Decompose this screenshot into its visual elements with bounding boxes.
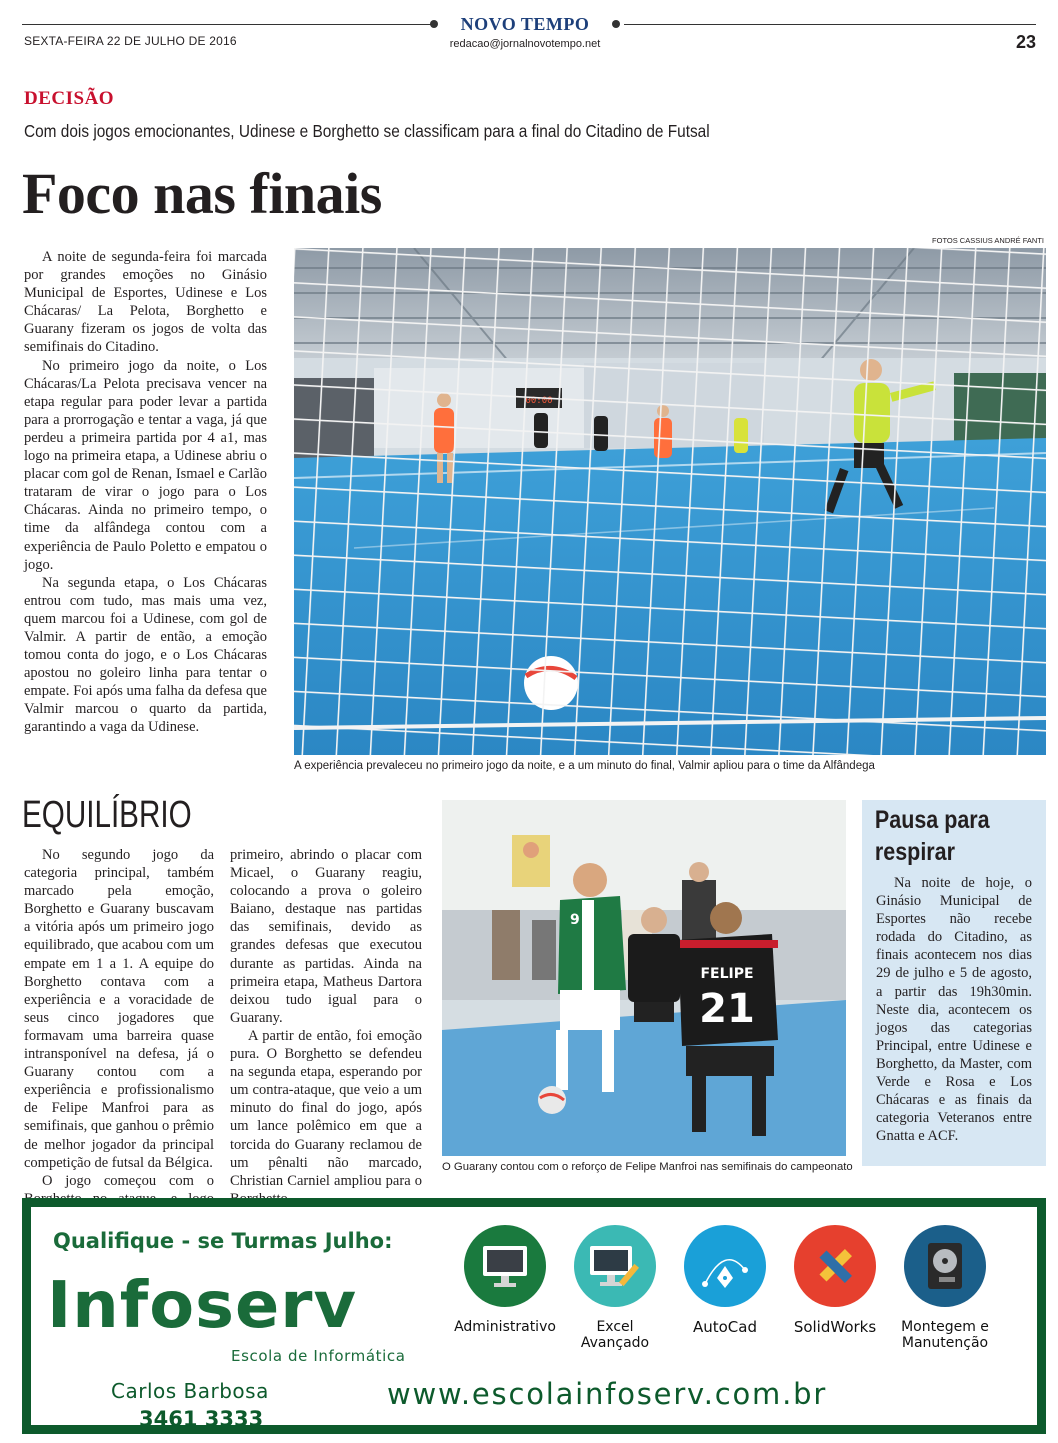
- sidebar-paragraph: Na noite de hoje, o Ginásio Municipal de Esportes não recebe rodada do Citadino, as finais acontecem nos dias 29 de julho e 5 de agosto, a partir das 19h30min. Neste dia, acontecem os jogos das categorias Principal, entre Udinese e Borghetto, da Master, com Verde e Rosa e Los Chácaras e as finais da categoria Veteranos entre Gnatta e ACF.: [876, 875, 1032, 1145]
- article-paragraph: A partir de então, foi emoção pura. O Borghetto se defendeu na segunda etapa, esperando por um contra-ataque, que veio a um minuto do final do jogo, após um lance polêmico em que a torcida do Guarany reclamou de um pênalti não marcado, Christian Carniel ampliou para o: [230, 1027, 422, 1189]
- ad-tagline: Qualifique - se Turmas Julho:: [53, 1229, 393, 1253]
- article-body: [24, 248, 267, 737]
- jersey-number: 21: [699, 986, 755, 1032]
- photo1-caption: A experiência prevaleceu no primeiro jogo da noite, e a um minuto do final, Valmir apliou para o time da Alfândega: [294, 760, 875, 772]
- article-paragraph: O jogo começou com o: [42, 1172, 214, 1189]
- header-dot-right: [612, 20, 620, 28]
- monitor-pencil-icon: [574, 1225, 656, 1307]
- article-paragraph: No segundo jogo da categoria principal, também marcado pela emoção, Borghetto e Guarany buscavam a vitória após um primeiro jogo equilibrado, que acabou com um empate em 1 a 1. A equipe do Borghetto contava com a experiência e a voracidade de seus cinco jogadores que formavam uma barreira quase intransponível na defesa, já o Guarany contou com a experiência e profissionalismo de Felipe Manfroi para as semifinais, que ganhou o prêmio de melhor jogador da principal competição de futsal da Bélgica.: [24, 847, 214, 1171]
- jersey-name: FELIPE: [700, 966, 754, 982]
- infoserv-advertisement[interactable]: [22, 1198, 1046, 1434]
- futsal-players-photo: [442, 800, 846, 1156]
- monitor-icon: [464, 1225, 546, 1307]
- sidebar-title-line: Pausa para: [874, 806, 990, 834]
- header-dot-left: [430, 20, 438, 28]
- sidebar-title: [862, 800, 1020, 868]
- course-solidworks: [775, 1225, 895, 1335]
- course-label: AutoCad: [692, 1318, 757, 1336]
- section2-column-1: [24, 846, 214, 1226]
- article-paragraph: A noite de segunda-feira foi marcada por grandes emoções no Ginásio Municipal de Esportes, Udinese e Los Chácaras/ La Pelota, Borghetto e Guarany fizeram os jogos de volta das semifinais do Citadino.: [24, 249, 267, 356]
- ad-phone: 3461 3333: [139, 1407, 264, 1431]
- header-rule-right: [624, 24, 1036, 25]
- article-subhead: Com dois jogos emocionantes, Udinese e Borghetto se classificam para a final do Citadino de Futsal: [24, 121, 710, 141]
- photo-credit: FOTOS CASSIUS ANDRÉ FANTI: [932, 236, 1044, 245]
- edition-date: SEXTA-FEIRA 22 DE JULHO DE 2016: [24, 34, 237, 48]
- ad-city: Carlos Barbosa: [111, 1379, 269, 1403]
- pen-tool-icon: [684, 1225, 766, 1307]
- ad-school-name: Escola de Informática: [231, 1347, 406, 1365]
- futsal-goal-photo: [294, 248, 1046, 755]
- course-label: SolidWorks: [793, 1318, 877, 1336]
- section2-column-2: [230, 846, 422, 1208]
- course-label: Excel Avançado: [580, 1319, 650, 1351]
- course-administrativo: [445, 1225, 565, 1335]
- course-excel: [555, 1225, 675, 1351]
- article-headline: Foco nas finais: [22, 161, 382, 226]
- hard-drive-icon: [904, 1225, 986, 1307]
- jersey-number-white-team: 9: [570, 912, 580, 928]
- header-rule-left: [22, 24, 434, 25]
- article-paragraph: primeiro, abrindo o placar com Micael, o Guarany reagiu, colocando a prova o goleiro Baiano, destaque nas partidas das semifinais, devido as grandes defesas que executou durante as partidas. Ainda na primeira etapa, Matheus Dartora deixou tudo igual para o Guarany.: [230, 847, 422, 1026]
- photo2-caption: O Guarany contou com o reforço de Felipe Manfroi nas semifinais do campeonato: [442, 1161, 853, 1173]
- course-label: Administrativo: [454, 1319, 556, 1335]
- section-heading: EQUILÍBRIO: [22, 794, 192, 836]
- sidebar-body: [862, 868, 1046, 1145]
- newspaper-brand: NOVO TEMPO: [460, 14, 590, 34]
- sidebar-title-line: respirar: [874, 838, 955, 866]
- sidebar-box: [862, 800, 1046, 1166]
- course-montagem: [885, 1225, 1005, 1351]
- ad-website-link[interactable]: www.escolainfoserv.com.br: [387, 1377, 828, 1411]
- page-number: 23: [1015, 32, 1036, 52]
- article-paragraph: No primeiro jogo da noite, o Los Chácaras/La Pelota precisava vencer na etapa regular para poder levar a partida para a prorrogação e tentar a vaga, já que perdeu a primeira partida por 4 a1, mas logo na primeira etapa, a Udinese abriu o placar com gol de Renan, Ismael e Carlão trataram de virar o jogo para o Los Chácaras. Ainda no primeiro tempo, o time da alfândega contou com a experiência de Paulo Poletto e empatou o jogo.: [24, 357, 267, 573]
- pencil-ruler-icon: [794, 1225, 876, 1307]
- article-kicker: DECISÃO: [24, 88, 115, 109]
- course-label: Montegem e Manutenção: [901, 1319, 989, 1351]
- article-paragraph: Na segunda etapa, o Los Chácaras entrou com tudo, mas mais uma vez, quem marcou foi a Udinese, com gol de Valmir. A partir de então, a emoção tomou conta do jogo, e o Los Chácaras apostou no goleiro linha para tentar o empate. Foi após uma falha da defesa que Valmir marcou o quarto da partida, garantindo a vaga da Udinese.: [24, 574, 267, 736]
- editorial-email[interactable]: redacao@jornalnovotempo.net: [449, 38, 601, 50]
- course-autocad: [665, 1225, 785, 1335]
- infoserv-logo: Infoserv: [47, 1269, 358, 1343]
